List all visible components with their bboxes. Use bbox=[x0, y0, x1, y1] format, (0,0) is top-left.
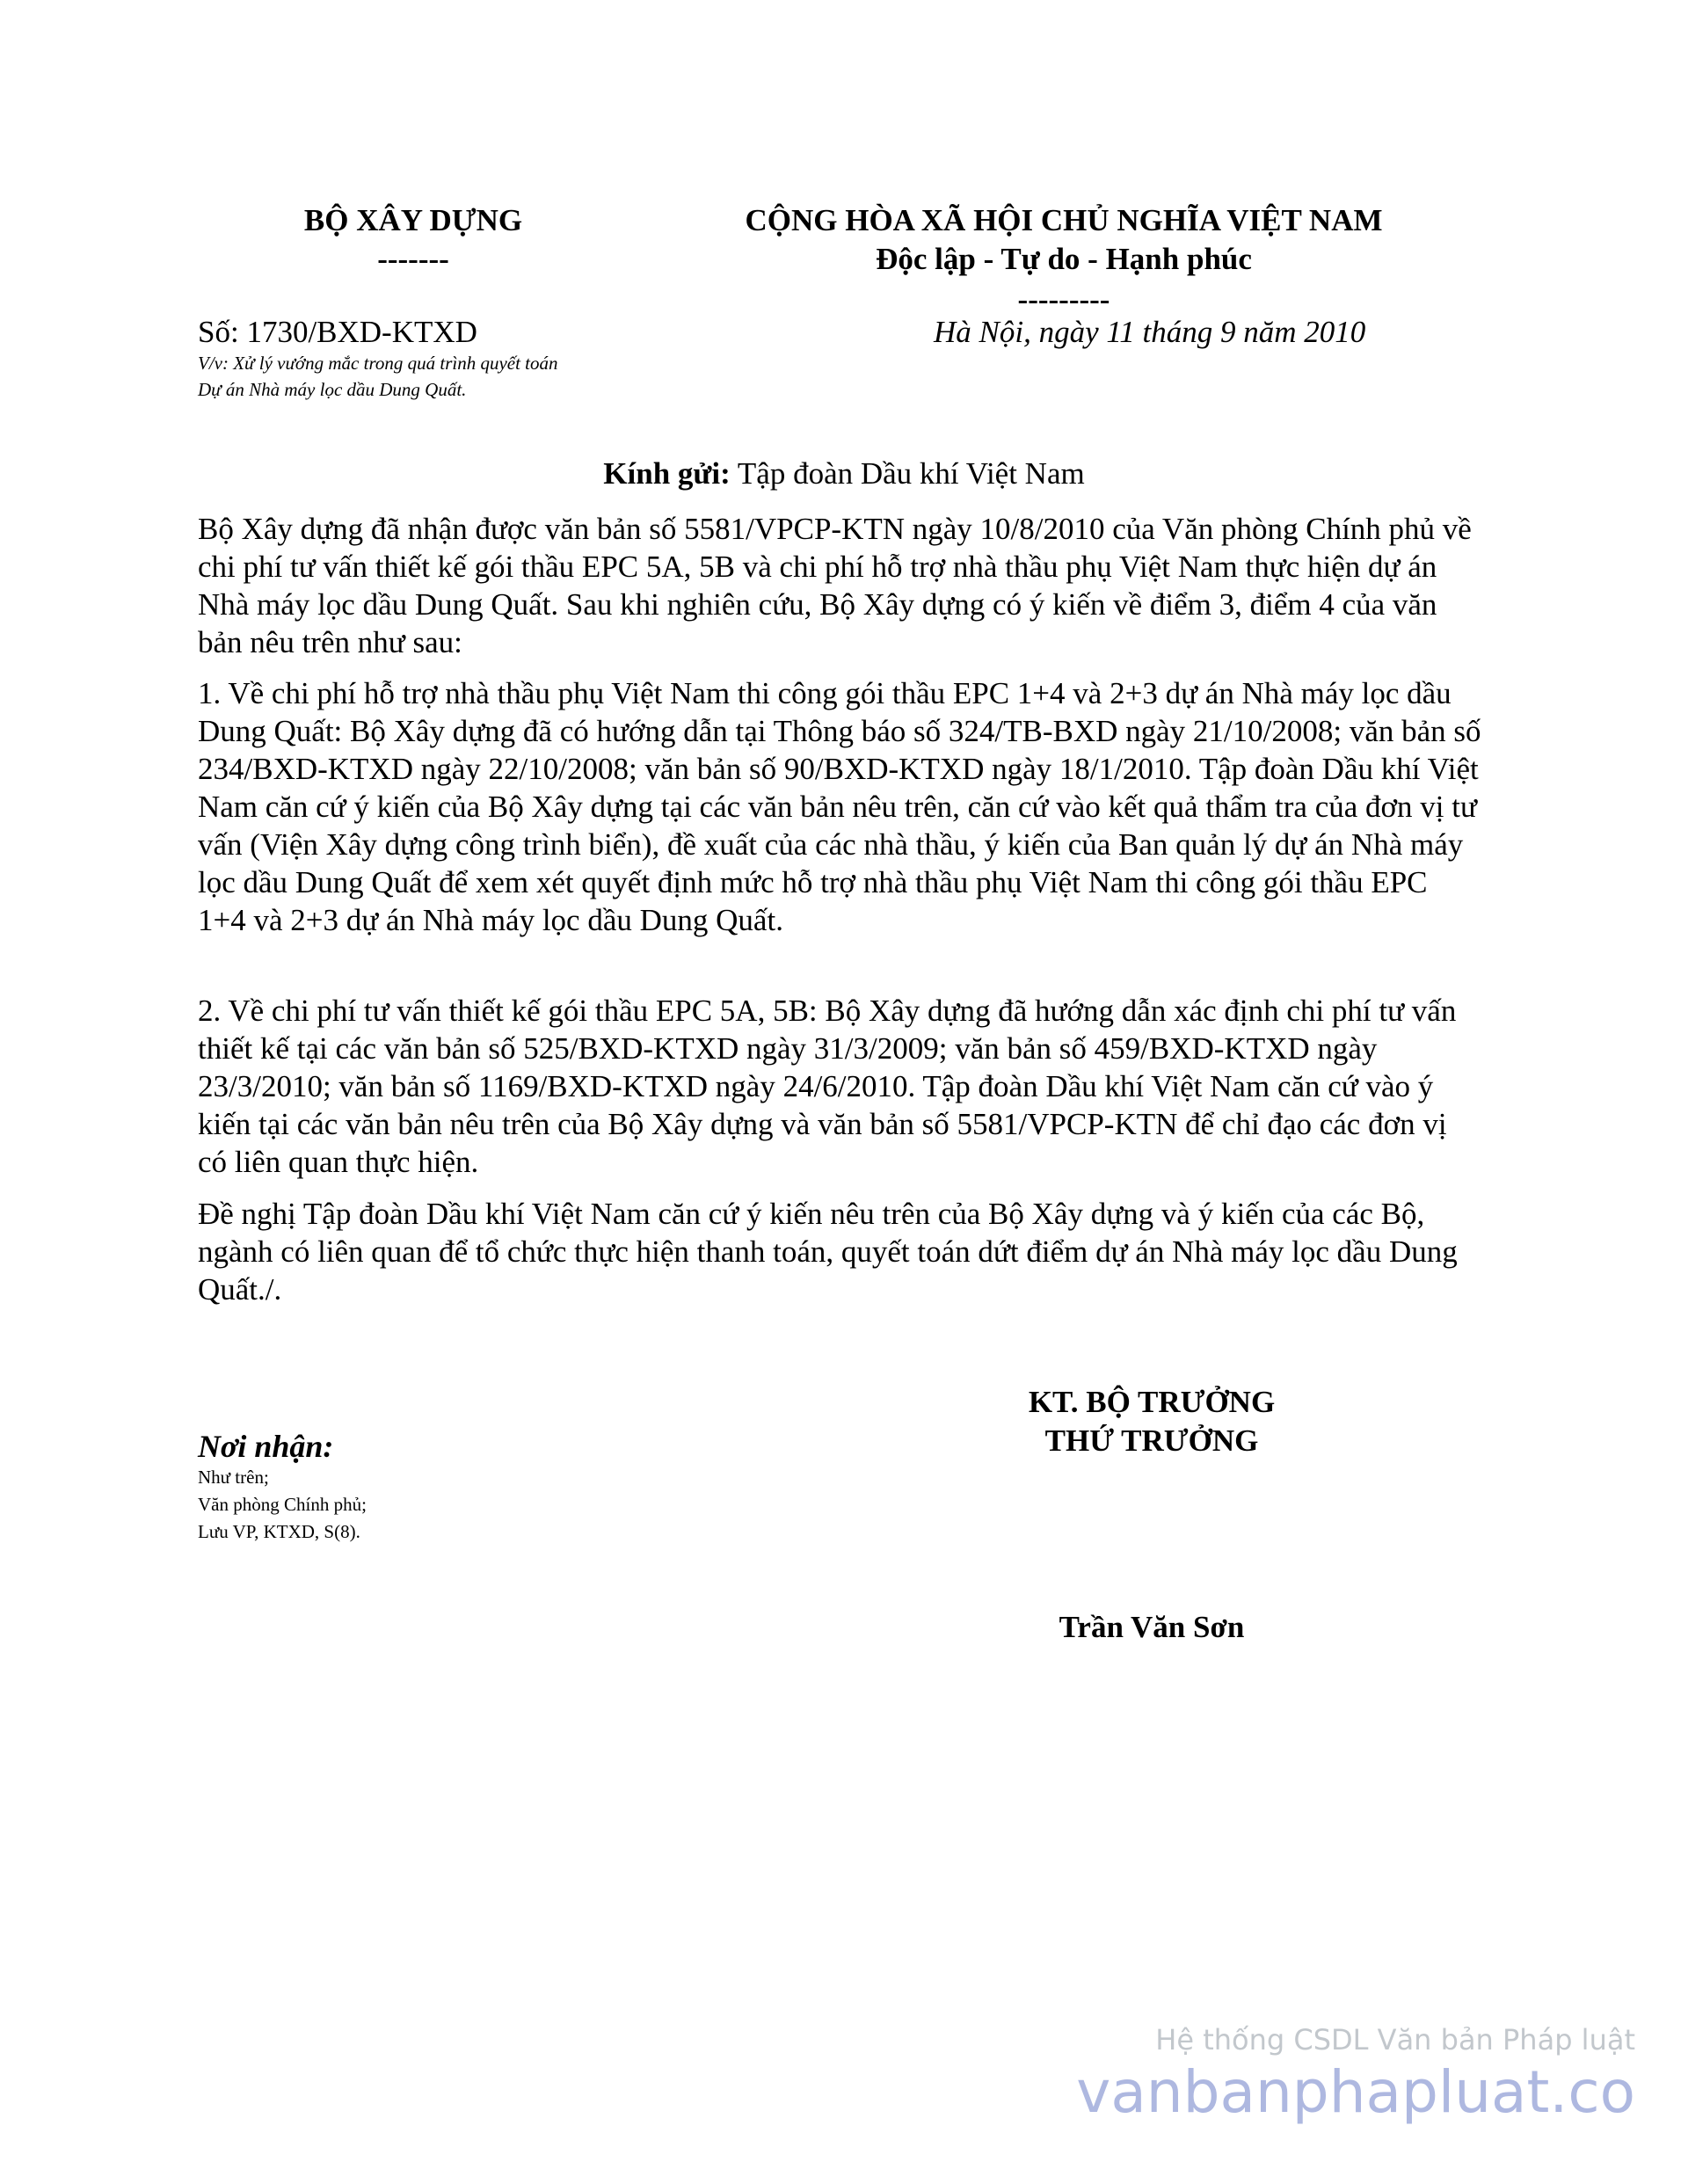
motto: Độc lập - Tự do - Hạnh phúc bbox=[876, 242, 1252, 276]
greeting-recipient: Tập đoàn Dầu khí Việt Nam bbox=[737, 456, 1085, 491]
recipient-item: Lưu VP, KTXD, S(8). bbox=[198, 1521, 360, 1542]
nation-title: CỘNG HÒA XÃ HỘI CHỦ NGHĨA VIỆT NAM bbox=[745, 203, 1383, 237]
watermark-caption: Hệ thống CSDL Văn bản Pháp luật bbox=[1155, 2023, 1635, 2057]
body-paragraph: Bộ Xây dựng đã nhận được văn bản số 5581/VPCP-KTN ngày 10/8/2010 của Văn phòng Chính phủ về chi phí tư vấn thiết kế gói thầu EPC 5A, 5B và chi phí hỗ trợ nhà thầu phụ Việt Nam thực hiện dự án Nhà máy lọc dầu Dung Quất. Sau khi nghiên cứu, Bộ Xây dựng có ý kiến về điểm 3, điểm 4 của văn bản nêu trên như sau: bbox=[198, 512, 1472, 659]
agency-name: BỘ XÂY DỰNG bbox=[303, 203, 523, 237]
greeting-label: Kính gửi: bbox=[603, 456, 731, 491]
document-date: Hà Nội, ngày 11 tháng 9 năm 2010 bbox=[934, 315, 1366, 349]
body-paragraph: Đề nghị Tập đoàn Dầu khí Việt Nam căn cứ ý kiến nêu trên của Bộ Xây dựng và ý kiến của các Bộ, ngành có liên quan để tổ chức thực hiện thanh toán, quyết toán dứt điểm dự án Nhà máy lọc dầu Dung Quất./. bbox=[198, 1197, 1458, 1307]
recipients-list bbox=[198, 1464, 367, 1546]
recipient-item: Văn phòng Chính phủ; bbox=[198, 1494, 367, 1515]
recipient-item: Như trên; bbox=[198, 1467, 269, 1488]
body-paragraph: 2. Về chi phí tư vấn thiết kế gói thầu EPC 5A, 5B: Bộ Xây dựng đã hướng dẫn xác định chi phí tư vấn thiết kế tại các văn bản số 525/BXD-KTXD ngày 31/3/2009; văn bản số 459/BXD-KTXD ngày 23/3/2010; văn bản số 1169/BXD-KTXD ngày 24/6/2010. Tập đoàn Dầu khí Việt Nam căn cứ vào ý kiến tại các văn bản nêu trên của Bộ Xây dựng và văn bản số 5581/VPCP-KTN để chỉ đạo các đơn vị có liên quan thực hiện. bbox=[198, 994, 1457, 1179]
subject-line-1: V/v: Xử lý vướng mắc trong quá trình quyết toán bbox=[198, 353, 558, 374]
signer-name: Trần Văn Sơn bbox=[1059, 1610, 1245, 1644]
signature-position: THỨ TRƯỞNG bbox=[1044, 1423, 1259, 1458]
recipients-label: Nơi nhận: bbox=[198, 1429, 334, 1464]
subject-line-2: Dự án Nhà máy lọc dầu Dung Quất. bbox=[198, 379, 467, 400]
greeting bbox=[0, 454, 1688, 494]
document-subject bbox=[198, 350, 558, 403]
motto-rule: --------- bbox=[1017, 282, 1110, 317]
watermark-site: vanbanphapluat.co bbox=[1076, 2058, 1635, 2126]
signature-title: KT. BỘ TRƯỞNG bbox=[1028, 1385, 1276, 1419]
document-number: Số: 1730/BXD-KTXD bbox=[198, 315, 477, 349]
agency-rule: ------- bbox=[377, 242, 449, 276]
body-paragraph: 1. Về chi phí hỗ trợ nhà thầu phụ Việt Nam thi công gói thầu EPC 1+4 và 2+3 dự án Nhà máy lọc dầu Dung Quất: Bộ Xây dựng đã có hướng dẫn tại Thông báo số 324/TB-BXD ngày 21/10/2008; văn bản số 234/BXD-KTXD ngày 22/10/2008; văn bản số 90/BXD-KTXD ngày 18/1/2010. Tập đoàn Dầu khí Việt Nam căn cứ ý kiến của Bộ Xây dựng tại các văn bản nêu trên, căn cứ vào kết quả thẩm tra của đơn vị tư vấn (Viện Xây dựng công trình biển), đề xuất của các nhà thầu, ý kiến của Ban quản lý dự án Nhà máy lọc dầu Dung Quất để xem xét quyết định mức hỗ trợ nhà thầu phụ Việt Nam thi công gói thầu EPC 1+4 và 2+3 dự án Nhà máy lọc dầu Dung Quất. bbox=[198, 676, 1481, 937]
